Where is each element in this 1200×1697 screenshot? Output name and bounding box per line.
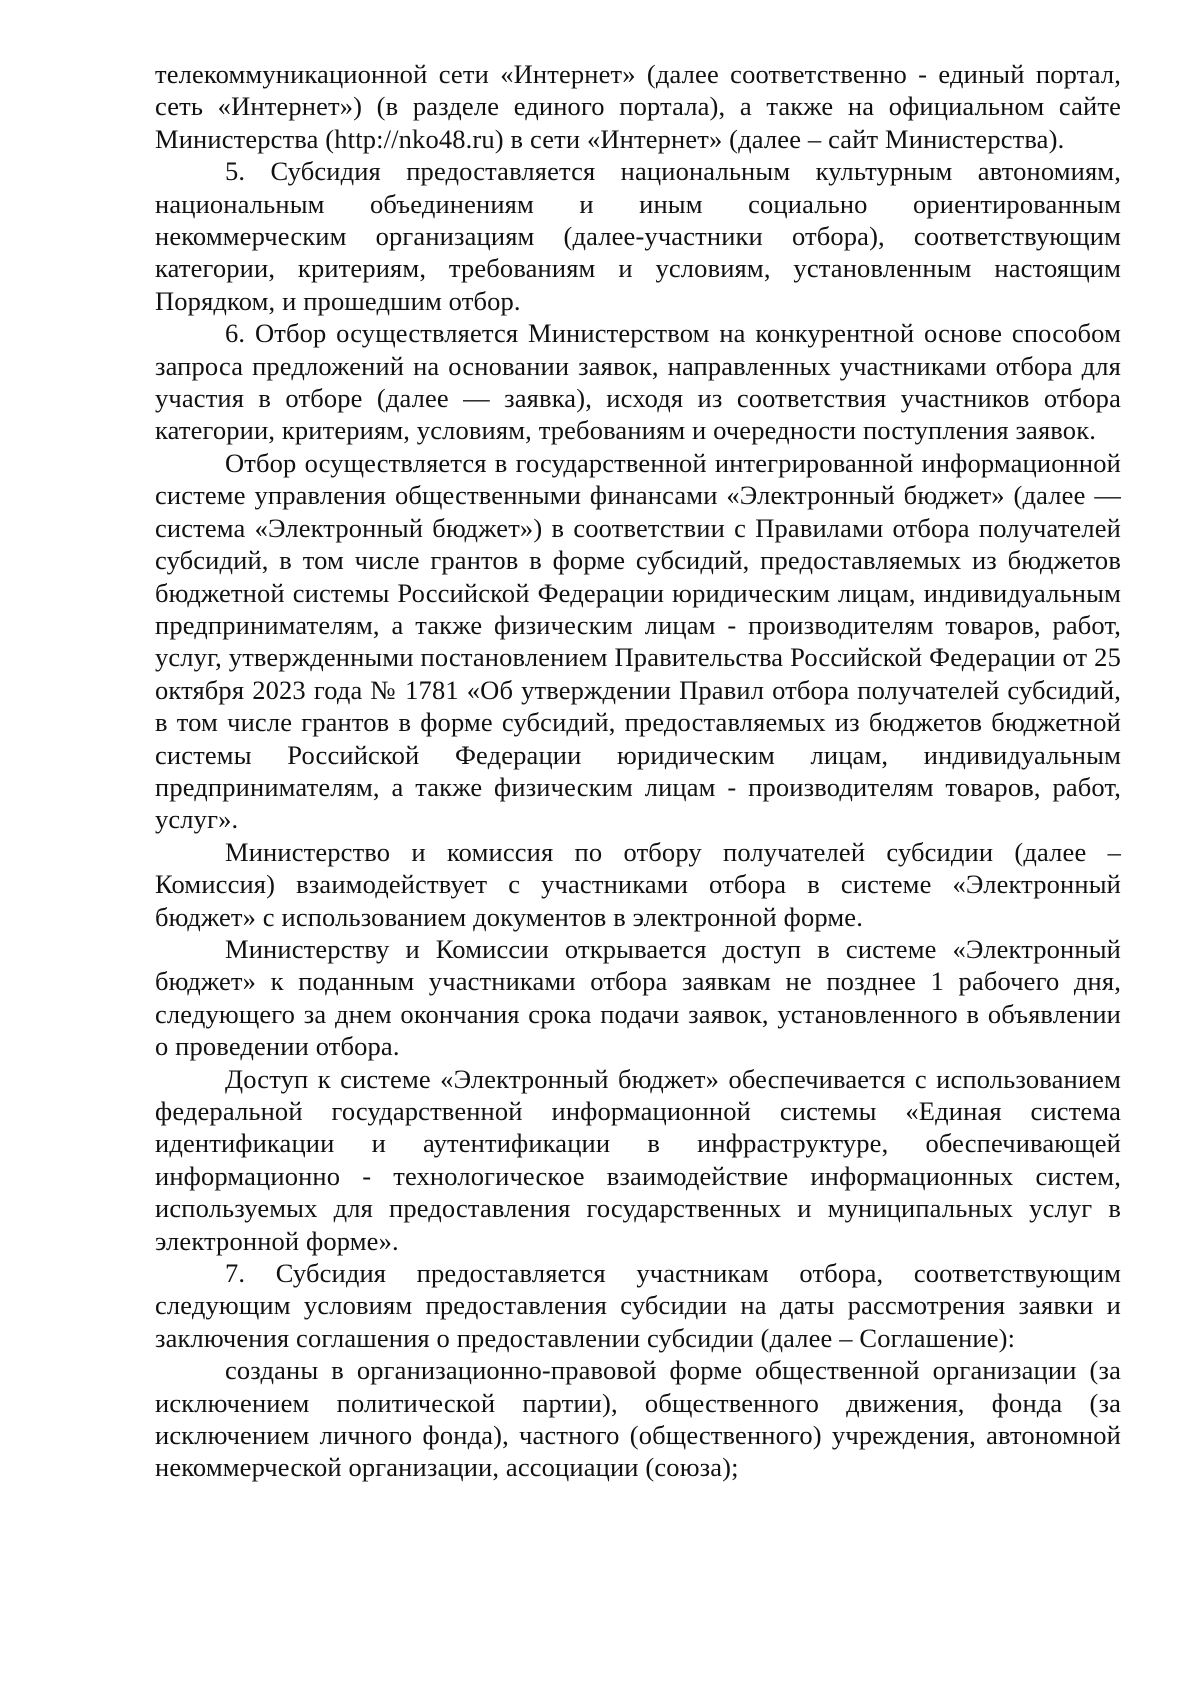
paragraph-electronic-budget-selection: Отбор осуществляется в государственной интегрированной информационной системе управления общественными финансами «Электронный бюджет» (далее — система «Электронный бюджет») в соответствии с Правилами отбора получателей субсидий, в том числе грантов в форме субсидий, предоставляемых из бюджетов бюджетной системы Российской Федерации юридическим лицам, индивидуальным предпринимателям, а также физическим лицам - производителям товаров, работ, услуг, утвержденными постановлением Правительства Российской Федерации от 25 октября 2023 года № 1781 «Об утверждении Правил отбора получателей субсидий, в том числе грантов в форме субсидий, предоставляемых из бюджетов бюджетной системы Российской Федерации юридическим лицам, индивидуальным предпринимателям, а также физическим лицам - производителям товаров, работ, услуг». xyxy=(155,447,1121,835)
paragraph-access-to-applications: Министерству и Комиссии открывается доступ в системе «Электронный бюджет» к поданным участниками отбора заявкам не позднее 1 рабочего дня, следующего за днем окончания срока подачи заявок, установленного в объявлении о проведении отбора. xyxy=(155,933,1121,1062)
paragraph-continuation: телекоммуникационной сети «Интернет» (далее соответственно - единый портал, сеть «Интернет») (в разделе единого портала), а также на официальном сайте Министерства (http://nko48.ru) в сети «Интернет» (далее – сайт Министерства). xyxy=(155,59,1121,154)
paragraph-esia-access: Доступ к системе «Электронный бюджет» обеспечивается с использованием федеральной государственной информационной системы «Единая система идентификации и аутентификации в инфраструктуре, обеспечивающей информационно - технологическое взаимодействие информационных систем, используемых для предоставления государственных и муниципальных услуг в электронной форме». xyxy=(155,1063,1121,1256)
paragraph-item-5: 5. Субсидия предоставляется национальным культурным автономиям, национальным объединениям и иным социально ориентированным некоммерческим организациям (далее-участники отбора), соответствующим категории, критериям, требованиям и условиям, установленным настоящим Порядком, и прошедшим отбор. xyxy=(155,156,1121,316)
paragraph-commission-interaction: Министерство и комиссия по отбору получателей субсидии (далее – Комиссия) взаимодействует с участниками отбора в системе «Электронный бюджет» с использованием документов в электронной форме. xyxy=(155,836,1121,932)
paragraph-item-7: 7. Субсидия предоставляется участникам отбора, соответствующим следующим условиям предоставления субсидии на даты рассмотрения заявки и заключения соглашения о предоставлении субсидии (далее – Соглашение): xyxy=(155,1258,1121,1353)
paragraph-condition-legal-form: созданы в организационно-правовой форме общественной организации (за исключением политической партии), общественного движения, фонда (за исключением личного фонда), частного (общественного) учреждения, автономной некоммерческой организации, ассоциации (союза); xyxy=(155,1355,1121,1483)
document-body xyxy=(155,58,1121,1484)
paragraph-item-6: 6. Отбор осуществляется Министерством на конкурентной основе способом запроса предложений на основании заявок, направленных участниками отбора для участия в отборе (далее — заявка), исходя из соответствия участников отбора категории, критериям, условиям, требованиям и очередности поступления заявок. xyxy=(155,318,1121,446)
